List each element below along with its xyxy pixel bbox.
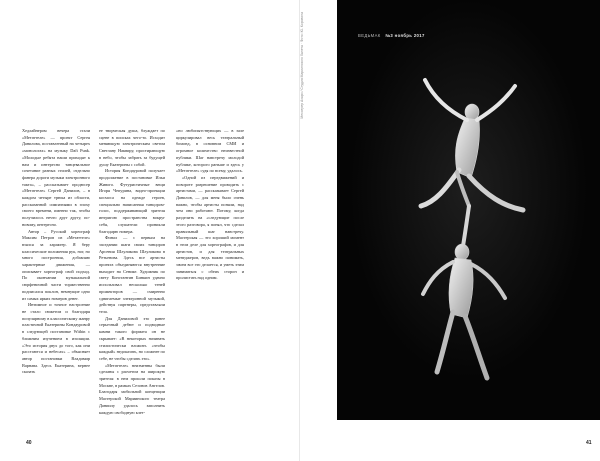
page-number-left: 40 <box>26 440 32 446</box>
paragraph: «Одной из передвижений и повороте разрешение проводить с артистами, — рассказывает Сергей Данилов, — для меня было очень важно, чтобы артисты поняли, над чем они работают. Потому, когда разделить на «следующие после этого разговора, я понял, что сделал правильный шаг навстречу. Мастерская — это хороший момент в этом деле для хореографов, и для артистов, и для театральных менеджеров, ведь важно понимать, зачем все это делается, и уметь этим заниматься с обеих сторон и пролистать над одним. <box>176 174 244 281</box>
section-title: ВЕДЬМАК <box>358 33 381 38</box>
paragraph: Хедлайнером вечера стали «Метаттеле» — проект Сергея Данилова, поставленный на четырех «монологах» на музыку Daft Punk. «Молодые ребята наши приходят к нам и интересно танцевальное сочетание разных стилей, отдельно фанера дороги музыки электронного такта», – рассказывает продюсер «Метаттеле» Сергей Данилов, – в каждом четыре трюка из области, рассказанной симпатиями в эпоху своего времени, именно так, чтобы получилось нечто друг другу, по-новому, интересно. <box>22 128 90 227</box>
dancers-illustration <box>337 0 600 420</box>
issue-date: №3 ноябрь 2017 <box>385 33 425 38</box>
text-column-1 <box>22 128 90 376</box>
paragraph: Финал — с первым на заседании шаги своих танцоров Арсения Шлуликова Шлуликова в Ретьенова. Здесь все артисты проекта объединяются внутренние выходит на Сенике. Художник по свету Константин Бинкин удачно использовал несколько теней прожекторов — смиренно сдвигаемые электронной музыкой, действуя партнеры, представляли тела. <box>99 235 165 314</box>
dance-photo <box>337 0 600 420</box>
text-column-2 <box>99 128 165 416</box>
paragraph: Интимное и точное настроение не стало сюжетом и благодаря популярному в классическому жанру пластичной Екатерины Кондауровой в следующей постановке Within с ближним изучением в изоляции. «Это история двух до того, как они расстаются и небесах» – объясняет автор постановки Владимир Варнава. Здесь Екатерина, вернее сказать <box>22 302 91 375</box>
paragraph: «Метаттеле» неизменны были сделаны с расчетом на широкую зрителя: в нем прошли показы в Москве, в рамках Сезонов Ангелов. Благодаря мобильной концепции Мастерской Мариинского театра Даниилу удалось заполнить каждую свободную клет- <box>99 362 165 415</box>
page-number-right: 41 <box>586 440 592 446</box>
running-header <box>358 33 425 38</box>
paragraph: ее творческая душа, блуждает по сцене в поисках чего-то. Исходит меняющую электрическим светом Светлану Наквиру, простирающую в небо, чтобы забрать за будущей душу Екатерины с собой. <box>99 128 165 167</box>
paragraph: Автор – Русский хореограф Максим Петров из «Метаттеле» взялся за характер. Я беру классические положения рук, ног, но много построения, добавляю характерные движения, — описывает хореограф свой подход. По окончании музыкальной сюрфеничной части торжественно подписался поклон, немнущие одно из самых ярких номеров денег. <box>22 228 90 301</box>
paragraph: История Кондауровой получает продолжение в постановке Ильи Живого. Футуристичные вещи Игоря Чепурина, видео-проекции космоса на одежде героев, специально написанная танцором-голос, поддерживающий зрителя интригою пространства вокруг себя, слушатели проникли благодарю номера. <box>99 168 165 234</box>
photo-credit <box>300 4 306 304</box>
photo-credit-text: Мессерер Азари / Студия Мариинского балета · Фото: Ю. Коровина <box>300 12 304 119</box>
paragraph: Для Даниловой это ранее серьезный дебют и подводные камни такого формата он не скрывает: «В некоторых начинать стилистически вложить «чтобы каждый» недоказать, но сложнее по себе, не чтобы сделать это». <box>99 315 165 361</box>
paragraph: «но любопытствующих — в зале циркулировал весь театральный бомонд, в основном СМИ и огромное количество неизвестной публики. Шаг навстречу молодой публике, которого раньше и здесь у «Метаттеле» судя по всему, удалось. <box>176 128 244 174</box>
text-column-3 <box>176 128 244 282</box>
